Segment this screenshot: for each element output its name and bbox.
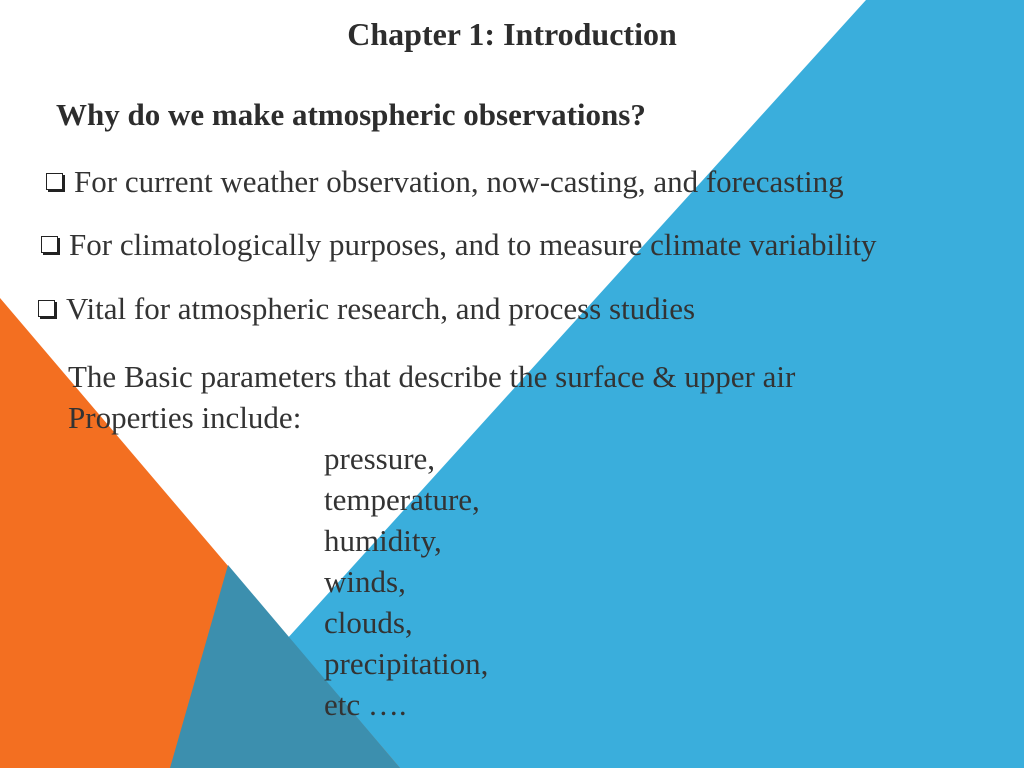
bullet-text: For climatologically purposes, and to measure climate variability: [69, 227, 877, 262]
parameter-list: [324, 438, 488, 725]
parameters-intro: [68, 356, 968, 438]
bullet-text: Vital for atmospheric research, and process studies: [66, 291, 696, 326]
slide-title: Chapter 1: Introduction: [347, 16, 677, 52]
list-item: precipitation,: [324, 646, 489, 681]
list-item: temperature,: [324, 482, 480, 517]
checkbox-square-icon: [41, 236, 58, 253]
bullet-text: For current weather observation, now-casting, and forecasting: [74, 164, 844, 199]
checkbox-square-icon: [46, 173, 63, 190]
paragraph-line: Properties include:: [68, 400, 302, 435]
list-item: pressure,: [324, 441, 436, 476]
paragraph-line: The Basic parameters that describe the surface & upper air: [68, 359, 796, 394]
bullet-item: [41, 229, 877, 260]
bullet-item: [46, 166, 844, 197]
list-item: humidity,: [324, 523, 442, 558]
list-item: clouds,: [324, 605, 413, 640]
bullet-item: [38, 293, 695, 324]
checkbox-square-icon: [38, 300, 55, 317]
list-item: etc ….: [324, 687, 407, 722]
list-item: winds,: [324, 564, 406, 599]
question-heading: Why do we make atmospheric observations?: [56, 97, 646, 132]
